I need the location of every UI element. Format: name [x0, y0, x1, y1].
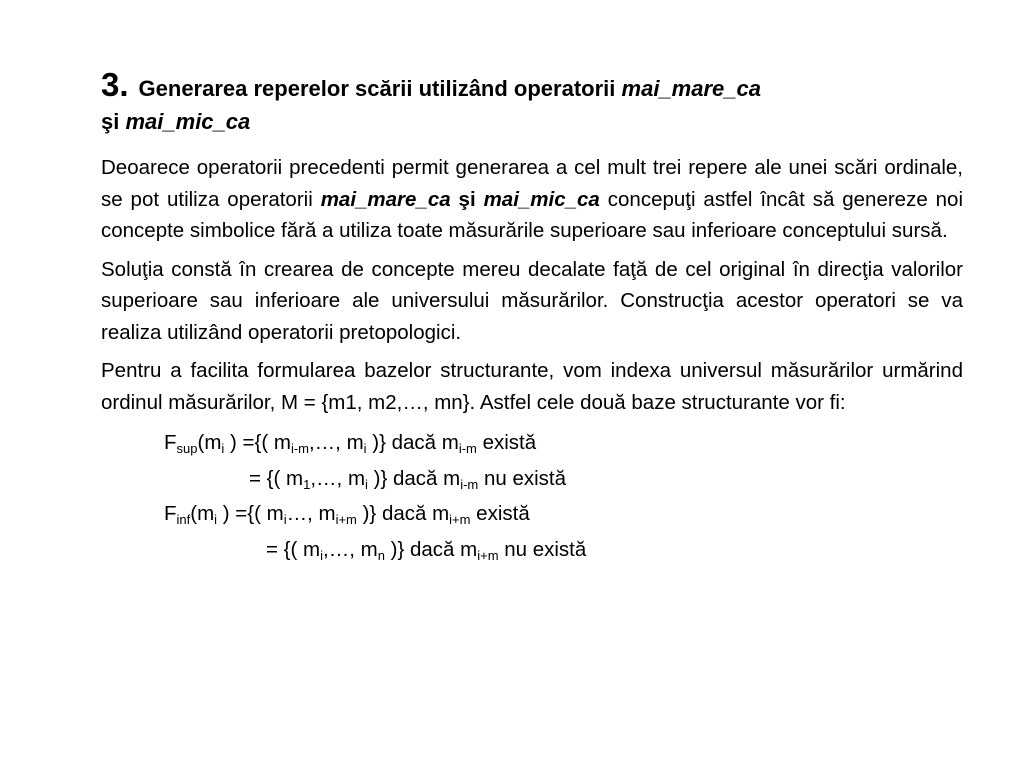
formula-sup-not-exists: = {( $m_1,\dots$, $m_i$ )} dacă $m_{i-m}$ nu există [249, 466, 567, 492]
paragraph-3: Pentru a facilita formularea bazelor structurante, vom indexa universul măsurărilor urmărind ordinul măsurărilor, M = {m1, m2,…, mn}. Astfel cele două baze structurante vor fi: [101, 359, 963, 414]
paragraph-1 [101, 152, 963, 247]
slide-title [101, 68, 963, 138]
title-operator-1: mai_mare_ca [621, 76, 761, 101]
paragraph-1-part-1: Deoarece operatorii precedenti permit generarea a cel mult trei repere ale unei scări ordinale, se pot utiliza operatorii [101, 156, 963, 211]
title-text: Generarea reperelor scării utilizând operatorii [138, 76, 616, 101]
title-operator-2: mai_mic_ca [125, 109, 251, 134]
title-number: 3. [101, 66, 129, 103]
paragraph-1-and: şi [458, 187, 476, 211]
formula-sup-exists: $F_{sup}(m_i$ ) ={( $m_{i-m},\dots$, $m_i$ )} dacă $m_{i-m}$ există [164, 431, 537, 456]
paragraph-1-operator-2: mai_mic_ca [483, 187, 600, 211]
paragraph-1-operator-1: mai_mare_ca [320, 187, 451, 211]
paragraph-1-part-2: concepuţi astfel încât să genereze noi concepte simbolice fără a utiliza toate măsurările superioare sau inferioare conceptului sursă. [101, 187, 964, 242]
formulas [101, 425, 963, 567]
slide [101, 68, 963, 567]
title-and: şi [101, 109, 120, 134]
paragraph-2: Soluţia constă în crearea de concepte mereu decalate faţă de cel original în direcţia valorilor superioare sau inferioare ale universului măsurărilor. Construcţia acestor operatori se va realiza utilizând operatorii pretopologici. [101, 257, 963, 344]
formula-inf-exists: $F_{inf}(m_i$ ) ={( $m_i\dots$, $m_{i+m}$ )} dacă $m_{i+m}$ există [164, 502, 530, 527]
formula-inf-not-exists: = {( $m_i,\dots$, $m_n$ )} dacă $m_{i+m}$ nu există [266, 537, 587, 563]
